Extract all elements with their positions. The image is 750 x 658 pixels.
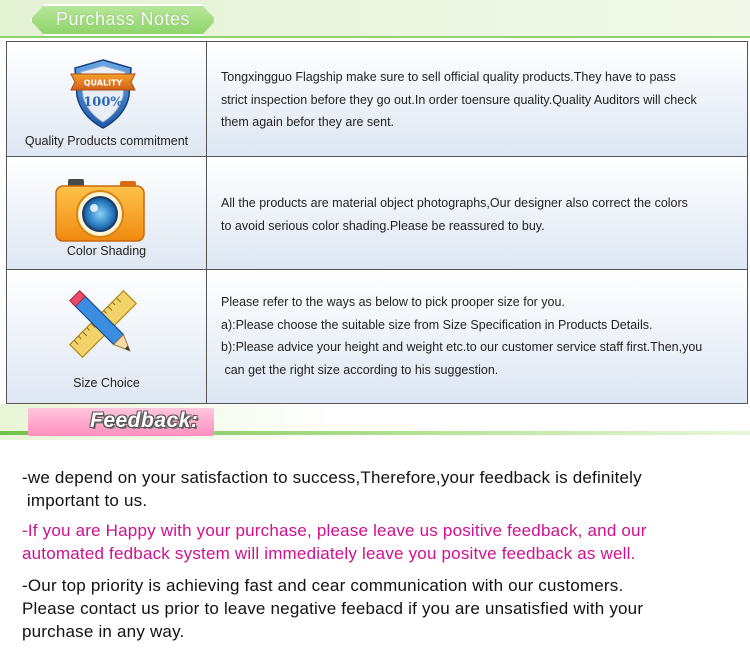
feedback-line: -we depend on your satisfaction to success,Therefore,your feedback is definitely	[22, 468, 642, 487]
badge-top-text: QUALITY	[83, 78, 123, 88]
note-line: a):Please choose the suitable size from Size Specification in Products Details.	[221, 317, 653, 332]
feedback-paragraph-communication	[22, 574, 746, 643]
note-line: b):Please advice your height and weight etc.to our customer service staff first.Then,you	[221, 340, 703, 354]
note-line: Tongxingguo Flagship make sure to sell official quality products.They have to pass	[221, 70, 676, 84]
note-label-size: Size Choice	[73, 376, 140, 390]
note-line: can get the right size according to his suggestion.	[221, 362, 499, 377]
purchase-notes-table	[6, 41, 748, 404]
feedback-paragraph-satisfaction	[22, 466, 746, 512]
note-icon-cell	[7, 157, 207, 269]
feedback-line: -Our top priority is achieving fast and cear communication with our customers.	[22, 576, 624, 595]
note-text-size	[207, 270, 747, 403]
feedback-line: important to us.	[22, 491, 148, 510]
note-line: All the products are material object photographs,Our designer also correct the colors	[221, 196, 688, 210]
feedback-line: Please contact us prior to leave negative feebacd if you are unsatisfied with your	[22, 599, 644, 618]
feedback-line: -If you are Happy with your purchase, please leave us positive feedback, and our	[22, 521, 647, 540]
note-label-color: Color Shading	[66, 244, 147, 258]
feedback-paragraph-positive	[22, 519, 746, 565]
note-row-color	[7, 157, 747, 270]
camera-icon	[54, 179, 146, 243]
pencil-ruler-icon	[61, 284, 145, 364]
note-row-size	[7, 270, 747, 404]
note-text-color	[207, 157, 747, 269]
purchase-notes-title: Purchass Notes	[55, 9, 191, 29]
feedback-title: Feedback:	[90, 409, 199, 432]
note-line: Please refer to the ways as below to pick prooper size for you.	[221, 295, 565, 309]
note-icon-cell	[7, 42, 207, 156]
note-line: them again befor they are sent.	[221, 115, 395, 129]
note-text-quality	[207, 42, 747, 156]
feedback-line: automated fedback system will immediately leave you positve feedback as well.	[22, 544, 636, 563]
note-line: to avoid serious color shading.Please be reassured to buy.	[221, 218, 545, 233]
note-label-quality: Quality Products commitment	[24, 134, 189, 148]
quality-badge-icon	[69, 56, 137, 130]
header-divider	[0, 36, 750, 38]
feedback-line: purchase in any way.	[22, 622, 185, 641]
note-row-quality	[7, 42, 747, 157]
note-icon-cell	[7, 270, 207, 403]
badge-value-text: 100%	[83, 95, 123, 110]
note-line: strict inspection before they go out.In order toensure quality.Quality Auditors will check	[221, 92, 697, 107]
